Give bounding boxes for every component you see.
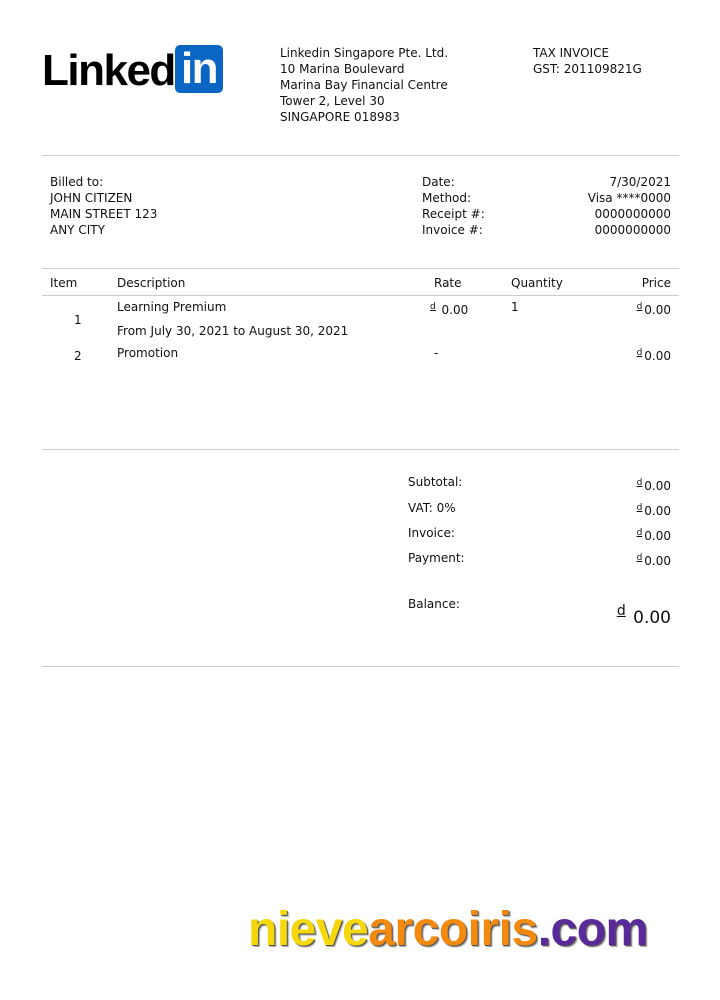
payment-label: Payment: [408, 551, 465, 565]
column-header-quantity: Quantity [511, 276, 563, 290]
billed-to-label: Billed to: [50, 175, 104, 189]
watermark-part: .com [537, 903, 648, 956]
price-value: 0.00 [644, 303, 671, 317]
company-line: Tower 2, Level 30 [280, 94, 385, 108]
currency-symbol: d [636, 528, 643, 538]
rate-value: 0.00 [441, 303, 469, 317]
currency-symbol: d [636, 503, 643, 513]
meta-label: Invoice #: [422, 223, 483, 237]
divider [42, 295, 679, 296]
company-line: SINGAPORE 018983 [280, 110, 400, 124]
meta-value: 0000000000 [594, 223, 671, 237]
column-header-description: Description [117, 276, 186, 290]
payment-value: $^d$ 0.00 [636, 553, 671, 568]
row-item-number: 2 [74, 349, 82, 363]
subtotal-label: Subtotal: [408, 475, 463, 489]
row-rate: - [434, 346, 439, 360]
row-description: Promotion [117, 346, 179, 360]
currency-symbol: d [430, 302, 436, 312]
company-address [280, 45, 448, 125]
company-line: Linkedin Singapore Pte. Ltd. [280, 46, 449, 60]
row-subdescription: From July 30, 2021 to August 30, 2021 [117, 324, 349, 338]
meta-label: Date: [422, 175, 455, 189]
column-header-rate: Rate [434, 276, 462, 290]
balance-label: Balance: [408, 597, 460, 611]
divider [42, 449, 679, 450]
logo-in-box: in [175, 45, 223, 93]
vat-value: $^d$ 0.00 [636, 503, 671, 518]
price-value: 0.00 [644, 349, 671, 363]
watermark-part: arcoiris [368, 903, 538, 956]
meta-values [588, 174, 671, 238]
logo-wordmark: Linked [42, 46, 175, 95]
vat-label: VAT: 0% [408, 501, 456, 515]
billed-to-line: MAIN STREET 123 [50, 207, 158, 221]
row-item-number: 1 [74, 313, 82, 327]
gst-number: GST: 201109821G [533, 62, 642, 76]
currency-symbol: d [636, 348, 643, 358]
currency-symbol: d [636, 302, 643, 312]
watermark [248, 903, 648, 956]
divider [42, 268, 679, 269]
document-header [533, 45, 642, 77]
row-rate [430, 302, 468, 320]
meta-value: 0000000000 [594, 207, 671, 221]
company-line: 10 Marina Boulevard [280, 62, 405, 76]
currency-symbol: d [636, 553, 643, 563]
currency-symbol: d [616, 603, 626, 619]
subtotal-value: $^d$ 0.00 [636, 478, 671, 493]
divider [42, 155, 679, 156]
row-quantity: 1 [511, 300, 519, 314]
invoice-label: Invoice: [408, 526, 455, 540]
table-row [0, 299, 720, 341]
row-price [637, 348, 671, 366]
meta-label: Receipt #: [422, 207, 485, 221]
totals-values [551, 474, 671, 644]
currency-symbol: d [636, 478, 643, 488]
balance-value: $^d$ 0.00 [616, 603, 671, 628]
row-description: Learning Premium [117, 300, 227, 314]
meta-labels [422, 174, 485, 238]
meta-value: 7/30/2021 [609, 175, 671, 189]
document-title: TAX INVOICE [533, 46, 610, 60]
divider [42, 666, 679, 667]
column-header-item: Item [50, 276, 78, 290]
watermark-part: nieve [248, 903, 369, 956]
row-price [637, 302, 671, 320]
billed-to-line: ANY CITY [50, 223, 105, 237]
invoice-value: $^d$ 0.00 [636, 528, 671, 543]
table-row [0, 345, 720, 365]
billed-to-line: JOHN CITIZEN [50, 191, 133, 205]
meta-value: Visa ****0000 [587, 191, 671, 205]
billed-to-block [50, 174, 157, 238]
meta-label: Method: [422, 191, 472, 205]
company-line: Marina Bay Financial Centre [280, 78, 448, 92]
column-header-price: Price [641, 276, 671, 290]
